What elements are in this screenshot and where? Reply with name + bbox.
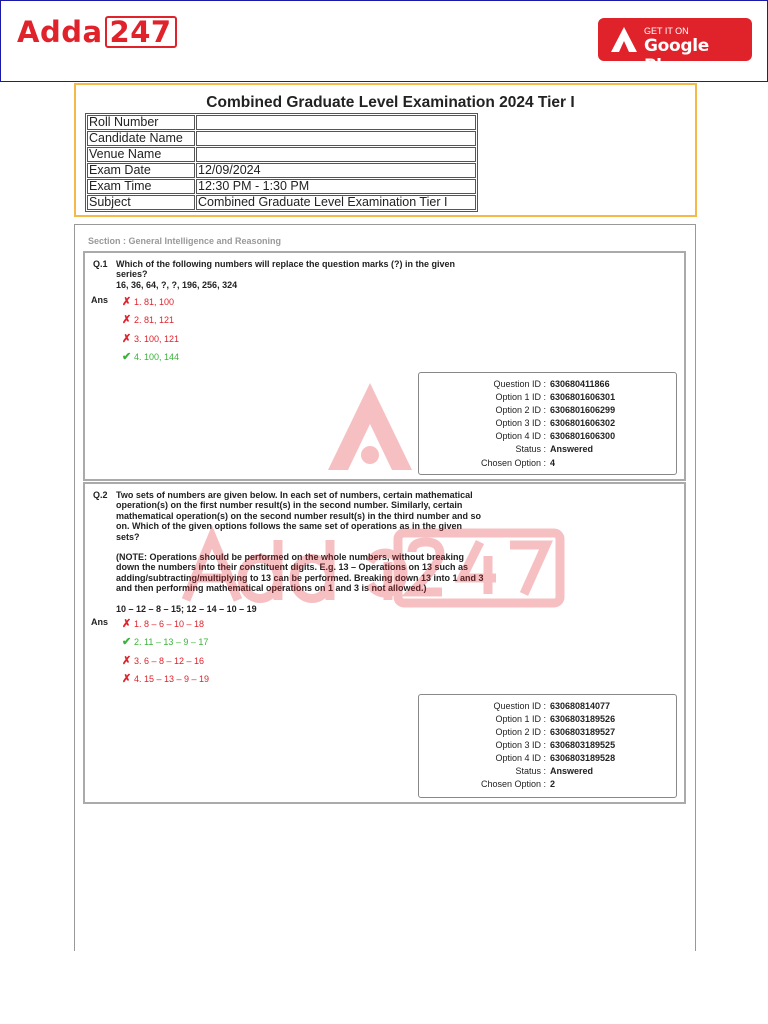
question-series: 10 – 12 – 8 – 15; 12 – 14 – 10 – 19 [116, 603, 257, 614]
ans-label: Ans [91, 295, 109, 305]
info-value [196, 115, 476, 130]
option-text: 4. 100, 144 [134, 352, 180, 362]
cross-icon: ✗ [122, 655, 132, 667]
question-text [116, 490, 484, 614]
meta-label: Option 2 ID : [495, 727, 546, 737]
meta-label: Status : [515, 444, 546, 454]
option1-id: 6306803189526 [550, 714, 616, 724]
option-1 [122, 295, 174, 308]
chosen-option: 2 [550, 779, 556, 789]
question-text [116, 259, 455, 290]
table-row [87, 163, 476, 178]
info-value [196, 131, 476, 146]
table-row [87, 195, 476, 210]
option-4 [122, 672, 209, 685]
cross-icon: ✗ [122, 296, 132, 308]
meta-label: Option 2 ID : [495, 405, 546, 415]
info-label: Subject [87, 195, 195, 210]
info-label: Exam Time [87, 179, 195, 194]
meta-label: Chosen Option : [480, 458, 546, 468]
option-text: 1. 8 – 6 – 10 – 18 [134, 619, 205, 629]
info-label: Roll Number [87, 115, 195, 130]
adda247-logo[interactable] [17, 15, 177, 49]
note-line: adding/subtracting/multiplying to 13 can be performed. Breaking down 13 into 1 and 3 [116, 572, 484, 583]
option4-id: 6306801606300 [550, 431, 616, 441]
option-text: 4. 15 – 13 – 9 – 19 [134, 674, 210, 684]
option1-id: 6306801606301 [550, 392, 616, 402]
option-2 [122, 313, 174, 326]
info-value: 12:30 PM - 1:30 PM [196, 179, 476, 194]
exam-title: Combined Graduate Level Examination 2024 Tier I [206, 94, 575, 111]
question-series: 16, 36, 64, ?, ?, 196, 256, 324 [116, 279, 238, 290]
exam-info-box [74, 83, 697, 217]
option3-id: 6306803189525 [550, 740, 616, 750]
meta-label: Question ID : [493, 701, 546, 711]
info-value [196, 147, 476, 162]
logo-number: 247 [105, 16, 177, 48]
meta-label: Status : [515, 766, 546, 776]
question-line: sets? [116, 531, 140, 542]
question-line: mathematical operation(s) on the second number result(s) in the third number and so [116, 510, 482, 521]
question-1-box [83, 251, 686, 481]
cross-icon: ✗ [122, 618, 132, 630]
cross-icon: ✗ [122, 314, 132, 326]
table-row [87, 147, 476, 162]
meta-label: Question ID : [493, 379, 546, 389]
info-label: Venue Name [87, 147, 195, 162]
info-label: Candidate Name [87, 131, 195, 146]
logo-text: Adda [17, 15, 103, 49]
note-line: and then performing mathematical operations on 1 and 3 is not allowed.) [116, 583, 427, 594]
gplay-big-text: Google Play [644, 36, 710, 76]
info-value: 12/09/2024 [196, 163, 476, 178]
ans-label: Ans [91, 617, 109, 627]
cross-icon: ✗ [122, 673, 132, 685]
status-value: Answered [550, 444, 594, 454]
top-banner [0, 0, 768, 82]
option-text: 1. 81, 100 [134, 297, 175, 307]
spacer [116, 594, 484, 604]
option-2 [122, 635, 208, 648]
info-value: Combined Graduate Level Examination Tier I [196, 195, 476, 210]
spacer [116, 542, 484, 552]
question-line: series? [116, 269, 148, 280]
option-4 [122, 350, 179, 363]
option-text: 3. 100, 121 [134, 334, 180, 344]
section-prefix: Section : [88, 236, 129, 246]
question-line: Two sets of numbers are given below. In each set of numbers, certain mathematical [116, 490, 473, 500]
question-meta-panel [418, 694, 677, 798]
table-row [87, 179, 476, 194]
option-3 [122, 654, 204, 667]
question-line: on. Which of the given options follows the same set of operations as in the given [116, 521, 463, 532]
info-label: Exam Date [87, 163, 195, 178]
question-id: 630680411866 [550, 379, 610, 389]
candidate-info-table [85, 113, 478, 212]
option3-id: 6306801606302 [550, 418, 616, 428]
meta-label: Option 3 ID : [495, 740, 546, 750]
section-name: General Intelligence and Reasoning [128, 236, 282, 246]
cross-icon: ✗ [122, 333, 132, 345]
check-icon: ✔ [122, 351, 132, 363]
meta-label: Option 4 ID : [495, 753, 546, 763]
adda-a-icon [609, 25, 639, 55]
question-line: operation(s) on the first number result(s) in the second number. Similarly, certain [116, 500, 463, 511]
option-text: 3. 6 – 8 – 12 – 16 [134, 656, 205, 666]
gplay-small-text: GET IT ON [644, 26, 689, 36]
meta-label: Option 3 ID : [495, 418, 546, 428]
chosen-option: 4 [550, 458, 556, 468]
option2-id: 6306803189527 [550, 727, 616, 737]
option2-id: 6306801606299 [550, 405, 616, 415]
google-play-button[interactable] [598, 18, 752, 76]
meta-label: Option 1 ID : [495, 392, 546, 402]
meta-label: Option 1 ID : [495, 714, 546, 724]
question-id: 630680814077 [550, 701, 611, 711]
section-label [88, 236, 281, 246]
question-number: Q.2 [93, 490, 108, 500]
option-3 [122, 332, 179, 345]
status-value: Answered [550, 766, 594, 776]
question-number: Q.1 [93, 259, 108, 269]
meta-label: Option 4 ID : [495, 431, 546, 441]
note-line: down the numbers into their constituent digits. E.g. 13 – Operations on 13 such as [116, 562, 469, 573]
note-line: (NOTE: Operations should be performed on the whole numbers, without breaking [116, 552, 465, 563]
option-text: 2. 11 – 13 – 9 – 17 [134, 637, 209, 647]
option-1 [122, 617, 204, 630]
question-2-box [83, 482, 686, 804]
meta-label: Chosen Option : [480, 779, 546, 789]
table-row [87, 115, 476, 130]
question-line: Which of the following numbers will replace the question marks (?) in the given [116, 259, 456, 269]
question-meta-panel [418, 372, 677, 475]
table-row [87, 131, 476, 146]
option4-id: 6306803189528 [550, 753, 616, 763]
option-text: 2. 81, 121 [134, 315, 175, 325]
check-icon: ✔ [122, 636, 132, 648]
